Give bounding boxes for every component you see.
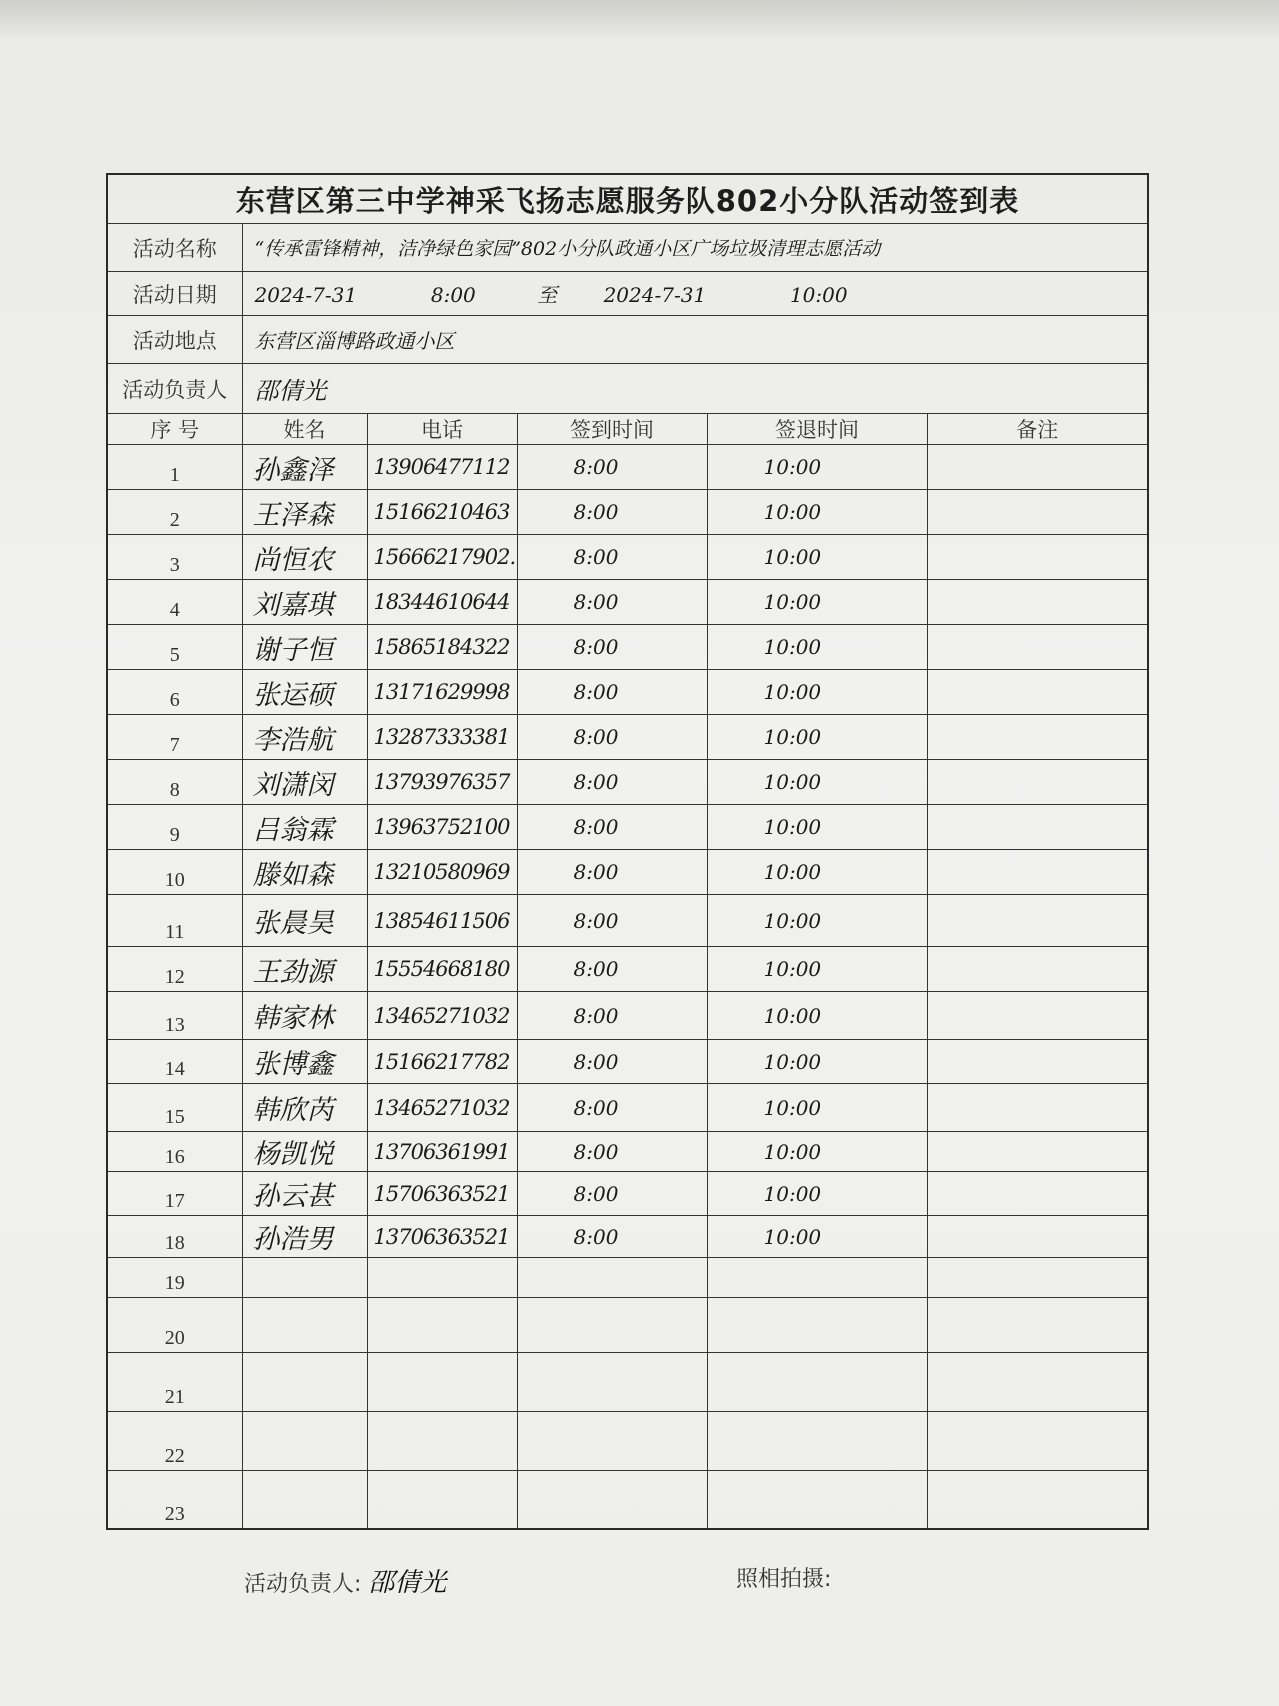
row-remark xyxy=(927,1258,1148,1298)
row-remark xyxy=(927,1132,1148,1172)
row-remark xyxy=(927,445,1148,490)
header-phone: 电话 xyxy=(367,414,517,445)
row-checkout: 10:00 xyxy=(707,1172,927,1216)
row-phone: 13854611506 xyxy=(367,895,517,947)
table-row xyxy=(107,1258,1148,1298)
row-name: 滕如森 xyxy=(242,850,367,895)
row-checkout: 10:00 xyxy=(707,490,927,535)
row-name: 孙鑫泽 xyxy=(242,445,367,490)
row-checkout: 10:00 xyxy=(707,715,927,760)
row-phone: 13287333381 xyxy=(367,715,517,760)
row-seq: 13 xyxy=(107,992,242,1040)
header-name: 姓名 xyxy=(242,414,367,445)
table-row xyxy=(107,947,1148,992)
footer-leader-signature: 邵倩光 xyxy=(368,1568,447,1598)
row-phone: 15166217782 xyxy=(367,1040,517,1084)
row-checkout: 10:00 xyxy=(707,992,927,1040)
table-row xyxy=(107,535,1148,580)
footer-photo-label: 照相拍摄: xyxy=(736,1567,832,1592)
table-row xyxy=(107,625,1148,670)
row-checkin: 8:00 xyxy=(517,715,707,760)
footer-leader-label: 活动负责人: xyxy=(244,1572,362,1597)
activity-date-value xyxy=(242,272,1148,316)
activity-date-label: 活动日期 xyxy=(107,272,242,316)
row-checkout: 10:00 xyxy=(707,895,927,947)
activity-place-value: 东营区淄博路政通小区 xyxy=(242,316,1148,364)
row-phone: 13963752100 xyxy=(367,805,517,850)
row-remark xyxy=(927,1412,1148,1471)
row-name xyxy=(242,1412,367,1471)
date-to: 至 xyxy=(537,283,558,307)
row-remark xyxy=(927,1353,1148,1412)
row-checkin: 8:00 xyxy=(517,535,707,580)
row-checkout: 10:00 xyxy=(707,580,927,625)
row-phone: 15666217902. xyxy=(367,535,517,580)
table-row xyxy=(107,580,1148,625)
table-row xyxy=(107,670,1148,715)
row-checkout: 10:00 xyxy=(707,850,927,895)
row-phone: 13465271032 xyxy=(367,992,517,1040)
table-row xyxy=(107,1040,1148,1084)
row-remark xyxy=(927,1172,1148,1216)
header-checkout: 签退时间 xyxy=(707,414,927,445)
row-checkin: 8:00 xyxy=(517,1040,707,1084)
row-name: 刘潇闵 xyxy=(242,760,367,805)
date-start: 2024-7-31 xyxy=(254,283,358,307)
row-name: 刘嘉琪 xyxy=(242,580,367,625)
row-remark xyxy=(927,895,1148,947)
row-name: 李浩航 xyxy=(242,715,367,760)
row-remark xyxy=(927,1216,1148,1258)
row-seq: 9 xyxy=(107,805,242,850)
row-name xyxy=(242,1298,367,1353)
row-checkin: 8:00 xyxy=(517,947,707,992)
time-start: 8:00 xyxy=(430,283,476,307)
row-name: 王泽森 xyxy=(242,490,367,535)
table-row xyxy=(107,1216,1148,1258)
row-remark xyxy=(927,625,1148,670)
activity-place-label: 活动地点 xyxy=(107,316,242,364)
row-seq: 16 xyxy=(107,1132,242,1172)
row-remark xyxy=(927,992,1148,1040)
row-name: 尚恒农 xyxy=(242,535,367,580)
table-row xyxy=(107,490,1148,535)
row-name: 杨凯悦 xyxy=(242,1132,367,1172)
row-seq: 20 xyxy=(107,1298,242,1353)
row-seq: 4 xyxy=(107,580,242,625)
row-seq: 8 xyxy=(107,760,242,805)
row-checkout: 10:00 xyxy=(707,760,927,805)
row-checkout: 10:00 xyxy=(707,1040,927,1084)
activity-name-value: “传承雷锋精神，洁净绿色家园”802小分队政通小区广场垃圾清理志愿活动 xyxy=(242,224,1148,272)
row-checkin: 8:00 xyxy=(517,445,707,490)
row-checkin: 8:00 xyxy=(517,805,707,850)
row-checkin: 8:00 xyxy=(517,625,707,670)
row-checkout xyxy=(707,1298,927,1353)
row-remark xyxy=(927,1471,1148,1529)
row-checkout xyxy=(707,1258,927,1298)
row-checkin xyxy=(517,1471,707,1529)
row-checkout xyxy=(707,1412,927,1471)
row-remark xyxy=(927,535,1148,580)
footer-leader xyxy=(244,1562,446,1599)
sign-in-table xyxy=(106,173,1149,1530)
row-checkin: 8:00 xyxy=(517,992,707,1040)
row-phone: 13706363521 xyxy=(367,1216,517,1258)
row-checkout: 10:00 xyxy=(707,445,927,490)
row-remark xyxy=(927,947,1148,992)
table-row xyxy=(107,1471,1148,1529)
table-row xyxy=(107,1412,1148,1471)
table-row xyxy=(107,1084,1148,1132)
row-checkout xyxy=(707,1471,927,1529)
row-remark xyxy=(927,670,1148,715)
row-phone xyxy=(367,1258,517,1298)
row-phone: 15865184322 xyxy=(367,625,517,670)
row-remark xyxy=(927,1298,1148,1353)
row-seq: 15 xyxy=(107,1084,242,1132)
row-checkin: 8:00 xyxy=(517,850,707,895)
row-checkout: 10:00 xyxy=(707,805,927,850)
row-name: 韩家林 xyxy=(242,992,367,1040)
row-checkin xyxy=(517,1298,707,1353)
activity-leader-label: 活动负责人 xyxy=(107,364,242,414)
row-name: 孙浩男 xyxy=(242,1216,367,1258)
row-seq: 5 xyxy=(107,625,242,670)
row-phone: 15554668180 xyxy=(367,947,517,992)
row-checkin: 8:00 xyxy=(517,490,707,535)
row-name xyxy=(242,1471,367,1529)
row-name xyxy=(242,1258,367,1298)
row-checkin: 8:00 xyxy=(517,1172,707,1216)
activity-name-label: 活动名称 xyxy=(107,224,242,272)
row-seq: 7 xyxy=(107,715,242,760)
row-phone xyxy=(367,1353,517,1412)
row-name: 张晨昊 xyxy=(242,895,367,947)
row-remark xyxy=(927,490,1148,535)
row-name: 王劲源 xyxy=(242,947,367,992)
row-checkin: 8:00 xyxy=(517,895,707,947)
row-checkout: 10:00 xyxy=(707,670,927,715)
row-remark xyxy=(927,715,1148,760)
row-seq: 1 xyxy=(107,445,242,490)
header-remark: 备注 xyxy=(927,414,1148,445)
row-seq: 10 xyxy=(107,850,242,895)
row-checkin: 8:00 xyxy=(517,1216,707,1258)
row-phone: 13706361991 xyxy=(367,1132,517,1172)
row-remark xyxy=(927,1084,1148,1132)
time-end: 10:00 xyxy=(789,283,848,307)
row-seq: 22 xyxy=(107,1412,242,1471)
row-checkin: 8:00 xyxy=(517,760,707,805)
row-name xyxy=(242,1353,367,1412)
row-name: 孙云甚 xyxy=(242,1172,367,1216)
date-end: 2024-7-31 xyxy=(603,283,707,307)
row-seq: 11 xyxy=(107,895,242,947)
table-row xyxy=(107,1298,1148,1353)
row-checkout: 10:00 xyxy=(707,947,927,992)
row-remark xyxy=(927,850,1148,895)
row-seq: 2 xyxy=(107,490,242,535)
table-title: 东营区第三中学神采飞扬志愿服务队802小分队活动签到表 xyxy=(107,174,1148,224)
row-phone xyxy=(367,1471,517,1529)
row-seq: 21 xyxy=(107,1353,242,1412)
table-row xyxy=(107,895,1148,947)
row-checkout: 10:00 xyxy=(707,535,927,580)
table-rows xyxy=(107,445,1148,1529)
header-checkin: 签到时间 xyxy=(517,414,707,445)
header-seq: 序 号 xyxy=(107,414,242,445)
row-checkin: 8:00 xyxy=(517,670,707,715)
row-checkin: 8:00 xyxy=(517,1132,707,1172)
row-phone: 15166210463 xyxy=(367,490,517,535)
row-phone: 13906477112 xyxy=(367,445,517,490)
row-checkin: 8:00 xyxy=(517,580,707,625)
row-checkin: 8:00 xyxy=(517,1084,707,1132)
row-seq: 12 xyxy=(107,947,242,992)
table-row xyxy=(107,1172,1148,1216)
row-seq: 6 xyxy=(107,670,242,715)
row-checkout: 10:00 xyxy=(707,625,927,670)
table-row xyxy=(107,850,1148,895)
row-name: 谢子恒 xyxy=(242,625,367,670)
row-name: 张博鑫 xyxy=(242,1040,367,1084)
row-checkin xyxy=(517,1412,707,1471)
row-seq: 3 xyxy=(107,535,242,580)
row-phone: 15706363521 xyxy=(367,1172,517,1216)
row-remark xyxy=(927,580,1148,625)
activity-leader-value: 邵倩光 xyxy=(242,364,1148,414)
row-remark xyxy=(927,805,1148,850)
table-row xyxy=(107,715,1148,760)
row-phone xyxy=(367,1298,517,1353)
row-remark xyxy=(927,1040,1148,1084)
table-row xyxy=(107,445,1148,490)
row-checkin xyxy=(517,1353,707,1412)
row-seq: 17 xyxy=(107,1172,242,1216)
row-phone: 13793976357 xyxy=(367,760,517,805)
row-name: 张运硕 xyxy=(242,670,367,715)
row-name: 吕翁霖 xyxy=(242,805,367,850)
row-phone: 13171629998 xyxy=(367,670,517,715)
row-phone xyxy=(367,1412,517,1471)
row-seq: 19 xyxy=(107,1258,242,1298)
table-row xyxy=(107,992,1148,1040)
row-checkout xyxy=(707,1353,927,1412)
row-phone: 13465271032 xyxy=(367,1084,517,1132)
row-seq: 14 xyxy=(107,1040,242,1084)
row-phone: 18344610644 xyxy=(367,580,517,625)
row-seq: 23 xyxy=(107,1471,242,1529)
row-remark xyxy=(927,760,1148,805)
row-checkout: 10:00 xyxy=(707,1132,927,1172)
row-checkout: 10:00 xyxy=(707,1084,927,1132)
row-name: 韩欣芮 xyxy=(242,1084,367,1132)
row-phone: 13210580969 xyxy=(367,850,517,895)
table-row xyxy=(107,760,1148,805)
table-row xyxy=(107,805,1148,850)
table-row xyxy=(107,1132,1148,1172)
row-checkout: 10:00 xyxy=(707,1216,927,1258)
paper-top-edge xyxy=(0,0,1279,36)
row-seq: 18 xyxy=(107,1216,242,1258)
table-row xyxy=(107,1353,1148,1412)
row-checkin xyxy=(517,1258,707,1298)
